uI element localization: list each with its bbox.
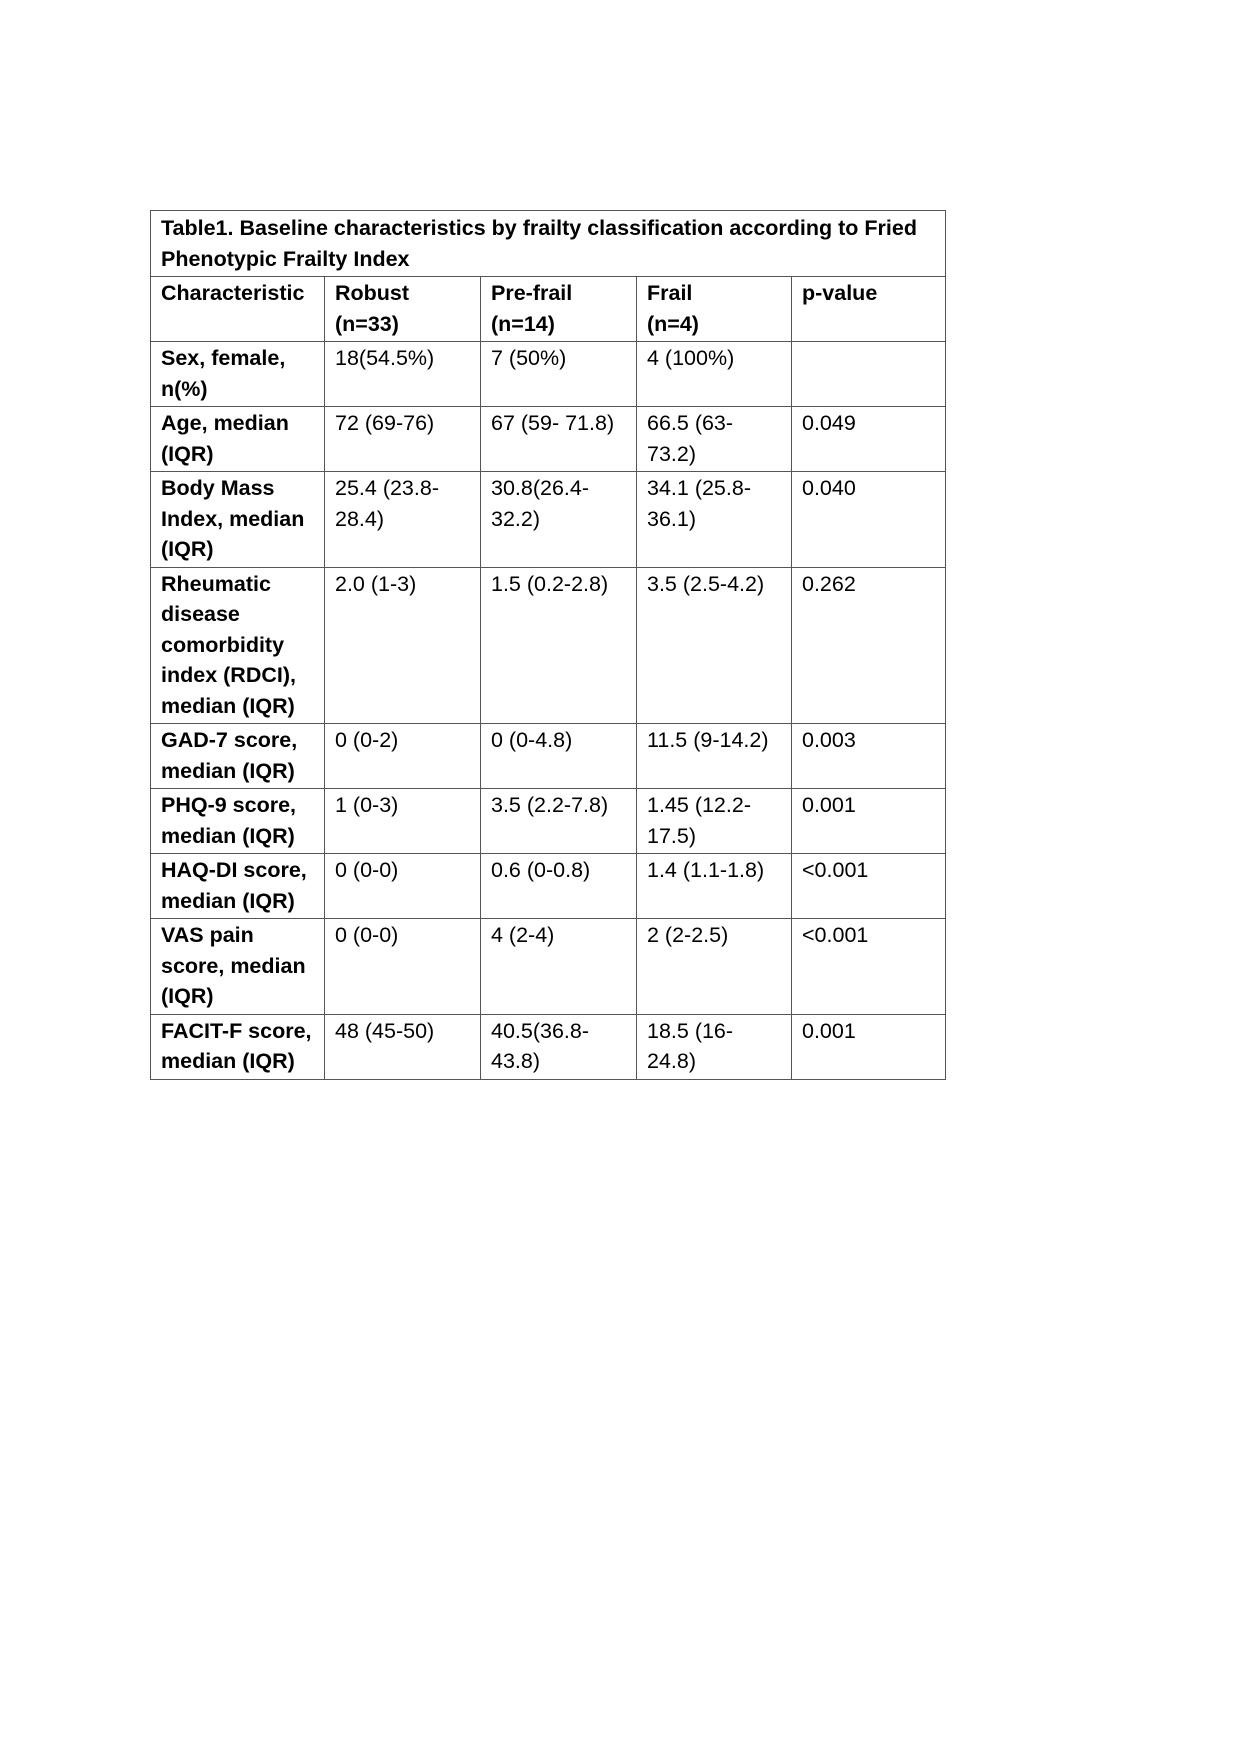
cell-frail: 2 (2-2.5)	[637, 919, 792, 1015]
cell-prefrail: 0.6 (0-0.8)	[481, 854, 637, 919]
header-p-value	[792, 277, 946, 342]
cell-p-value: 0.049	[792, 407, 946, 472]
row-label: Rheumatic disease comorbidity index (RDCI), median (IQR)	[151, 567, 325, 724]
cell-robust: 1 (0-3)	[325, 789, 481, 854]
table-row	[151, 567, 946, 724]
cell-p-value: 0.001	[792, 1014, 946, 1079]
row-label: VAS pain score, median (IQR)	[151, 919, 325, 1015]
row-label: HAQ-DI score, median (IQR)	[151, 854, 325, 919]
cell-frail: 4 (100%)	[637, 342, 792, 407]
table-row	[151, 854, 946, 919]
cell-prefrail: 0 (0-4.8)	[481, 724, 637, 789]
cell-prefrail: 4 (2-4)	[481, 919, 637, 1015]
cell-frail: 1.4 (1.1-1.8)	[637, 854, 792, 919]
row-label: Body Mass Index, median (IQR)	[151, 472, 325, 568]
cell-frail: 1.45 (12.2-17.5)	[637, 789, 792, 854]
cell-prefrail: 3.5 (2.2-7.8)	[481, 789, 637, 854]
cell-robust: 72 (69-76)	[325, 407, 481, 472]
header-label: Frail	[647, 281, 693, 305]
header-prefrail	[481, 277, 637, 342]
header-label: Pre-frail	[491, 281, 573, 305]
row-label: GAD-7 score, median (IQR)	[151, 724, 325, 789]
table-row	[151, 919, 946, 1015]
cell-robust: 0 (0-0)	[325, 919, 481, 1015]
row-label: FACIT-F score, median (IQR)	[151, 1014, 325, 1079]
table-row	[151, 724, 946, 789]
header-label: Characteristic	[161, 281, 305, 305]
table-caption-row	[151, 211, 946, 277]
table-caption: Table1. Baseline characteristics by frailty classification according to Fried Phenotypic Frailty Index	[151, 211, 946, 277]
cell-p-value: <0.001	[792, 919, 946, 1015]
cell-robust: 48 (45-50)	[325, 1014, 481, 1079]
cell-p-value	[792, 342, 946, 407]
cell-frail: 18.5 (16-24.8)	[637, 1014, 792, 1079]
cell-frail: 3.5 (2.5-4.2)	[637, 567, 792, 724]
cell-prefrail: 40.5(36.8-43.8)	[481, 1014, 637, 1079]
header-count: (n=4)	[647, 311, 699, 336]
header-count: (n=14)	[491, 311, 555, 336]
cell-frail: 11.5 (9-14.2)	[637, 724, 792, 789]
header-robust	[325, 277, 481, 342]
cell-p-value: 0.003	[792, 724, 946, 789]
cell-frail: 34.1 (25.8-36.1)	[637, 472, 792, 568]
table-row	[151, 472, 946, 568]
row-label: PHQ-9 score, median (IQR)	[151, 789, 325, 854]
cell-robust: 18(54.5%)	[325, 342, 481, 407]
cell-prefrail: 7 (50%)	[481, 342, 637, 407]
header-label: Robust	[335, 281, 410, 305]
row-label: Sex, female, n(%)	[151, 342, 325, 407]
table-row	[151, 1014, 946, 1079]
cell-robust: 0 (0-2)	[325, 724, 481, 789]
baseline-characteristics-table	[150, 210, 946, 1080]
table-header-row	[151, 277, 946, 342]
table-row	[151, 407, 946, 472]
cell-p-value: 0.040	[792, 472, 946, 568]
cell-prefrail: 30.8(26.4-32.2)	[481, 472, 637, 568]
header-characteristic	[151, 277, 325, 342]
table-row	[151, 342, 946, 407]
cell-p-value: 0.262	[792, 567, 946, 724]
cell-robust: 0 (0-0)	[325, 854, 481, 919]
header-count: (n=33)	[335, 311, 399, 336]
cell-p-value: 0.001	[792, 789, 946, 854]
row-label: Age, median (IQR)	[151, 407, 325, 472]
table-row	[151, 789, 946, 854]
cell-frail: 66.5 (63-73.2)	[637, 407, 792, 472]
cell-prefrail: 1.5 (0.2-2.8)	[481, 567, 637, 724]
cell-p-value: <0.001	[792, 854, 946, 919]
cell-prefrail: 67 (59- 71.8)	[481, 407, 637, 472]
header-frail	[637, 277, 792, 342]
header-label: p-value	[802, 281, 878, 305]
cell-robust: 25.4 (23.8-28.4)	[325, 472, 481, 568]
cell-robust: 2.0 (1-3)	[325, 567, 481, 724]
